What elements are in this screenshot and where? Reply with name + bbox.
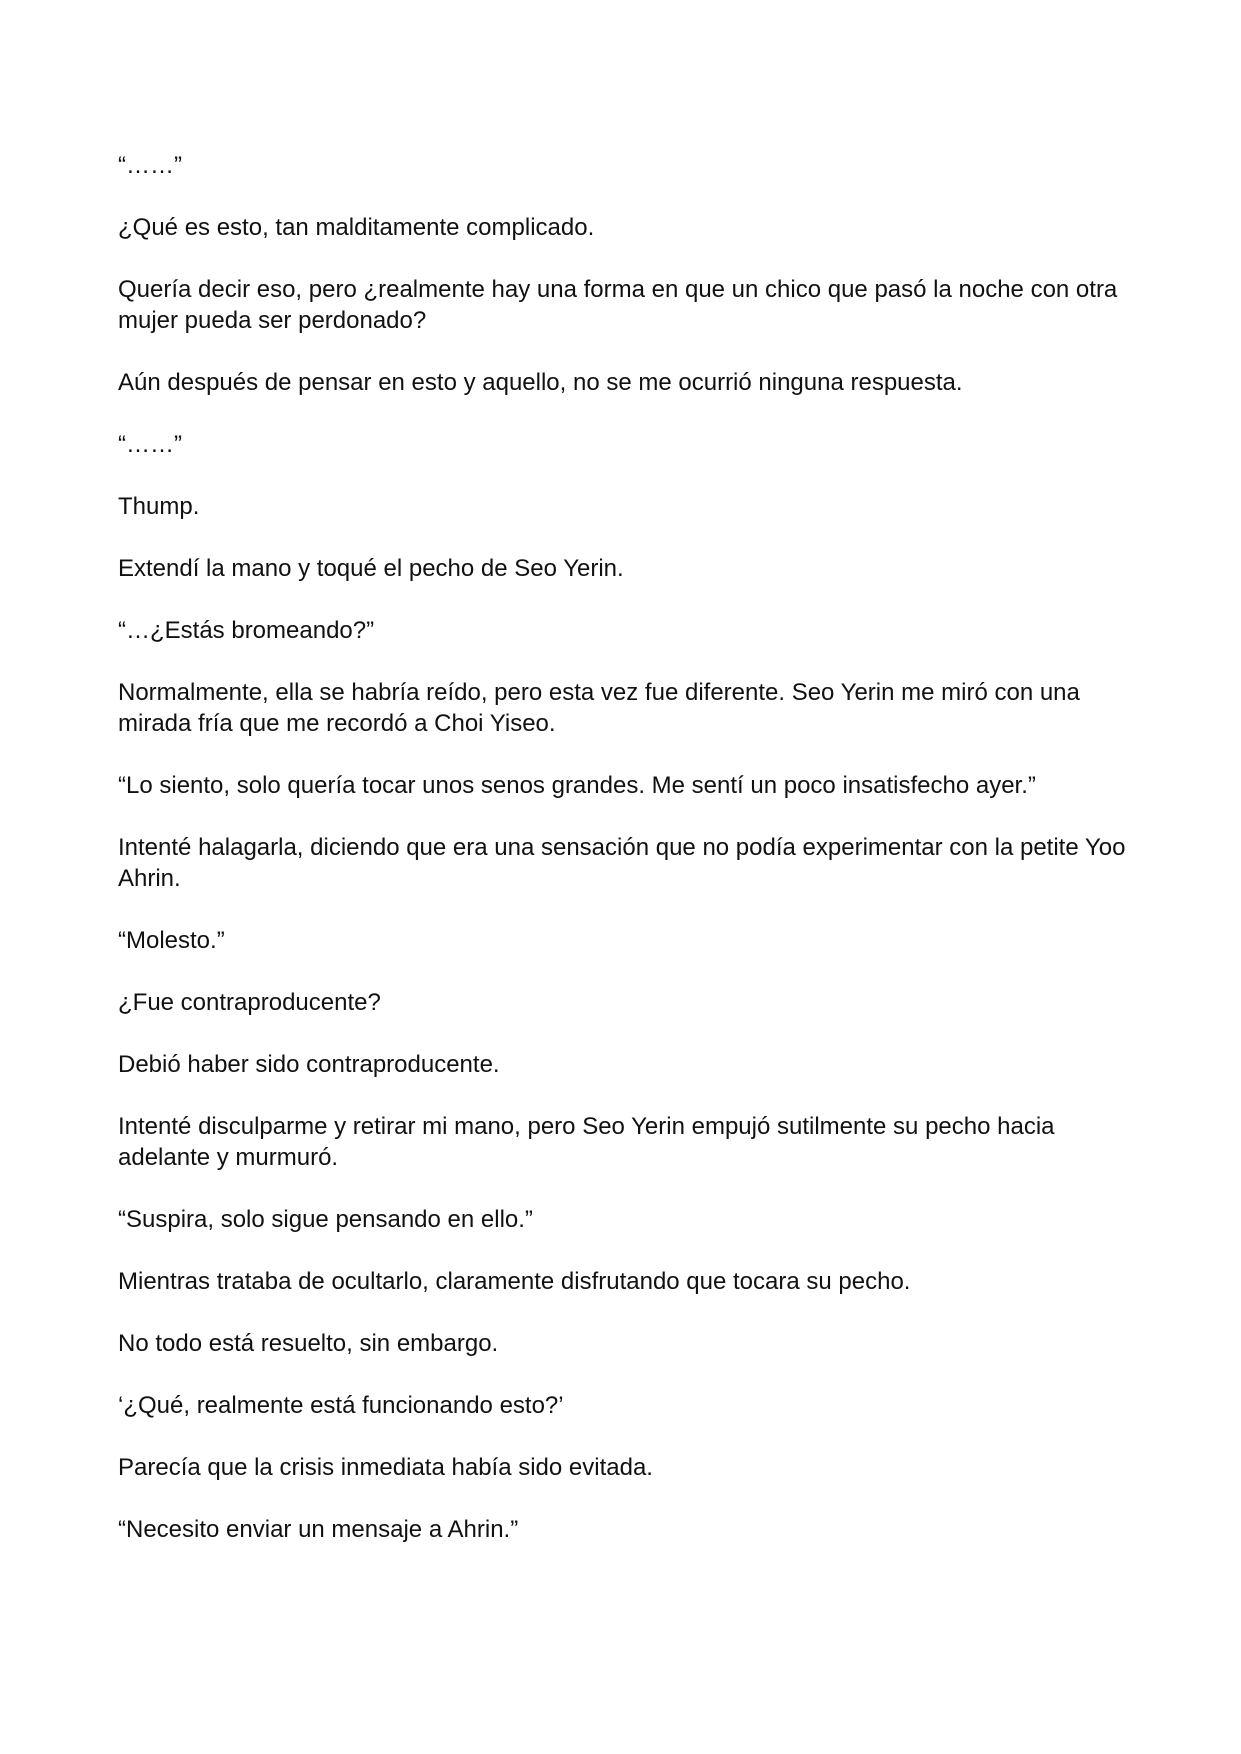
paragraph: ‘¿Qué, realmente está funcionando esto?’ xyxy=(118,1392,564,1419)
paragraph: Intenté halagarla, diciendo que era una sensación que no podía experimentar con la petite Yoo Ahrin. xyxy=(118,834,1126,892)
paragraph: “……” xyxy=(118,152,182,179)
paragraph: Aún después de pensar en esto y aquello, no se me ocurrió ninguna respuesta. xyxy=(118,369,963,396)
paragraph: “…¿Estás bromeando?” xyxy=(118,617,375,644)
paragraph: Normalmente, ella se habría reído, pero esta vez fue diferente. Seo Yerin me miró con una mirada fría que me recordó a Choi Yiseo. xyxy=(118,679,1080,737)
paragraph: ¿Fue contraproducente? xyxy=(118,989,381,1016)
paragraph: “Molesto.” xyxy=(118,927,225,954)
paragraph: “……” xyxy=(118,431,182,458)
paragraph: No todo está resuelto, sin embargo. xyxy=(118,1330,499,1357)
paragraph: Debió haber sido contraproducente. xyxy=(118,1051,500,1078)
paragraph: “Necesito enviar un mensaje a Ahrin.” xyxy=(118,1516,519,1543)
paragraph: Quería decir eso, pero ¿realmente hay una forma en que un chico que pasó la noche con otra mujer pueda ser perdonado? xyxy=(118,276,1118,334)
paragraph: “Suspira, solo sigue pensando en ello.” xyxy=(118,1206,533,1233)
paragraph: Thump. xyxy=(118,493,200,520)
paragraph: Intenté disculparme y retirar mi mano, pero Seo Yerin empujó sutilmente su pecho hacia adelante y murmuró. xyxy=(118,1113,1055,1171)
paragraph: Extendí la mano y toqué el pecho de Seo Yerin. xyxy=(118,555,624,582)
paragraph: ¿Qué es esto, tan malditamente complicado. xyxy=(118,214,595,241)
paragraph: Parecía que la crisis inmediata había sido evitada. xyxy=(118,1454,653,1481)
paragraph: Mientras trataba de ocultarlo, claramente disfrutando que tocara su pecho. xyxy=(118,1268,911,1295)
document-body xyxy=(118,150,1138,1576)
paragraph: “Lo siento, solo quería tocar unos senos grandes. Me sentí un poco insatisfecho ayer.” xyxy=(118,772,1036,799)
